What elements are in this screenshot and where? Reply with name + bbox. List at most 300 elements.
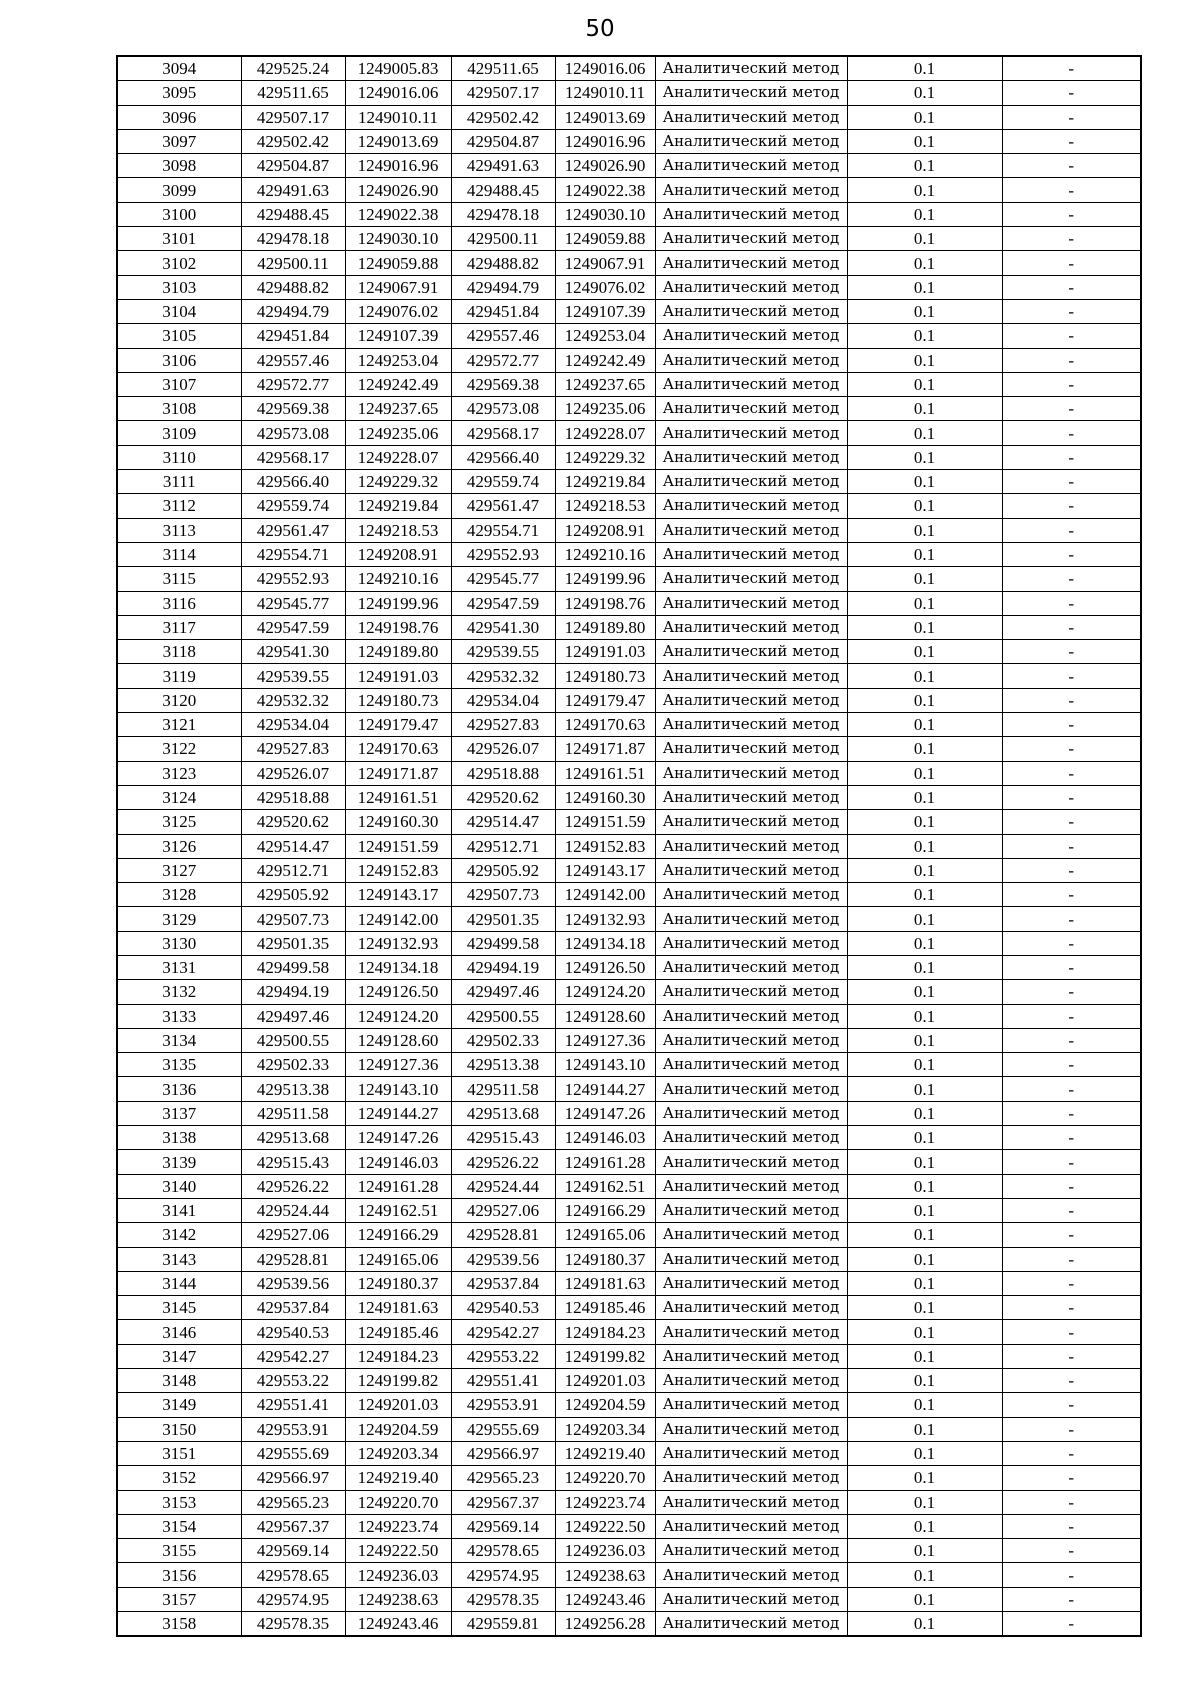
precision-cell: 0.1 <box>847 785 1002 809</box>
x-end-cell: 429578.35 <box>451 1587 555 1611</box>
table-row <box>117 1393 1141 1417</box>
y-end-cell: 1249013.69 <box>555 105 655 129</box>
precision-cell: 0.1 <box>847 931 1002 955</box>
y-start-cell: 1249210.16 <box>345 567 451 591</box>
precision-cell: 0.1 <box>847 1174 1002 1198</box>
method-cell: Аналитический метод <box>655 980 847 1004</box>
point-number-cell: 3098 <box>117 154 241 178</box>
x-end-cell: 429565.23 <box>451 1466 555 1490</box>
x-start-cell: 429573.08 <box>241 421 345 445</box>
method-cell: Аналитический метод <box>655 883 847 907</box>
note-cell: - <box>1002 834 1141 858</box>
point-number-cell: 3136 <box>117 1077 241 1101</box>
y-start-cell: 1249237.65 <box>345 397 451 421</box>
precision-cell: 0.1 <box>847 445 1002 469</box>
x-start-cell: 429527.83 <box>241 737 345 761</box>
y-end-cell: 1249165.06 <box>555 1223 655 1247</box>
point-number-cell: 3111 <box>117 470 241 494</box>
precision-cell: 0.1 <box>847 542 1002 566</box>
precision-cell: 0.1 <box>847 105 1002 129</box>
point-number-cell: 3114 <box>117 542 241 566</box>
coordinates-table <box>116 55 1142 1637</box>
method-cell: Аналитический метод <box>655 1587 847 1611</box>
y-start-cell: 1249228.07 <box>345 445 451 469</box>
x-end-cell: 429511.58 <box>451 1077 555 1101</box>
precision-cell: 0.1 <box>847 1417 1002 1441</box>
y-start-cell: 1249201.03 <box>345 1393 451 1417</box>
x-end-cell: 429505.92 <box>451 858 555 882</box>
y-start-cell: 1249161.28 <box>345 1174 451 1198</box>
table-row <box>117 494 1141 518</box>
note-cell: - <box>1002 1174 1141 1198</box>
y-end-cell: 1249067.91 <box>555 251 655 275</box>
precision-cell: 0.1 <box>847 1077 1002 1101</box>
table-row <box>117 688 1141 712</box>
precision-cell: 0.1 <box>847 178 1002 202</box>
precision-cell: 0.1 <box>847 1539 1002 1563</box>
point-number-cell: 3142 <box>117 1223 241 1247</box>
point-number-cell: 3132 <box>117 980 241 1004</box>
x-end-cell: 429500.55 <box>451 1004 555 1028</box>
precision-cell: 0.1 <box>847 275 1002 299</box>
point-number-cell: 3105 <box>117 324 241 348</box>
y-start-cell: 1249076.02 <box>345 299 451 323</box>
note-cell: - <box>1002 1369 1141 1393</box>
table-row <box>117 1320 1141 1344</box>
x-start-cell: 429545.77 <box>241 591 345 615</box>
y-end-cell: 1249143.17 <box>555 858 655 882</box>
x-start-cell: 429541.30 <box>241 640 345 664</box>
precision-cell: 0.1 <box>847 1101 1002 1125</box>
precision-cell: 0.1 <box>847 1126 1002 1150</box>
y-start-cell: 1249243.46 <box>345 1612 451 1637</box>
x-start-cell: 429513.68 <box>241 1126 345 1150</box>
note-cell: - <box>1002 1344 1141 1368</box>
x-end-cell: 429566.40 <box>451 445 555 469</box>
table-row <box>117 56 1141 81</box>
y-end-cell: 1249107.39 <box>555 299 655 323</box>
method-cell: Аналитический метод <box>655 324 847 348</box>
x-end-cell: 429539.55 <box>451 640 555 664</box>
x-start-cell: 429514.47 <box>241 834 345 858</box>
y-start-cell: 1249204.59 <box>345 1417 451 1441</box>
point-number-cell: 3097 <box>117 129 241 153</box>
x-start-cell: 429554.71 <box>241 542 345 566</box>
y-start-cell: 1249127.36 <box>345 1053 451 1077</box>
x-end-cell: 429527.06 <box>451 1198 555 1222</box>
note-cell: - <box>1002 275 1141 299</box>
y-start-cell: 1249180.73 <box>345 688 451 712</box>
y-end-cell: 1249161.51 <box>555 761 655 785</box>
note-cell: - <box>1002 1247 1141 1271</box>
x-start-cell: 429513.38 <box>241 1077 345 1101</box>
y-end-cell: 1249210.16 <box>555 542 655 566</box>
y-end-cell: 1249161.28 <box>555 1150 655 1174</box>
precision-cell: 0.1 <box>847 883 1002 907</box>
y-start-cell: 1249146.03 <box>345 1150 451 1174</box>
precision-cell: 0.1 <box>847 1369 1002 1393</box>
note-cell: - <box>1002 1393 1141 1417</box>
precision-cell: 0.1 <box>847 1198 1002 1222</box>
precision-cell: 0.1 <box>847 154 1002 178</box>
method-cell: Аналитический метод <box>655 1004 847 1028</box>
note-cell: - <box>1002 421 1141 445</box>
method-cell: Аналитический метод <box>655 591 847 615</box>
precision-cell: 0.1 <box>847 397 1002 421</box>
precision-cell: 0.1 <box>847 1563 1002 1587</box>
x-end-cell: 429504.87 <box>451 129 555 153</box>
y-end-cell: 1249171.87 <box>555 737 655 761</box>
note-cell: - <box>1002 664 1141 688</box>
y-start-cell: 1249010.11 <box>345 105 451 129</box>
x-start-cell: 429539.55 <box>241 664 345 688</box>
precision-cell: 0.1 <box>847 1441 1002 1465</box>
y-start-cell: 1249223.74 <box>345 1514 451 1538</box>
y-end-cell: 1249026.90 <box>555 154 655 178</box>
x-start-cell: 429497.46 <box>241 1004 345 1028</box>
x-start-cell: 429512.71 <box>241 858 345 882</box>
table-row <box>117 1539 1141 1563</box>
method-cell: Аналитический метод <box>655 518 847 542</box>
y-end-cell: 1249134.18 <box>555 931 655 955</box>
method-cell: Аналитический метод <box>655 1223 847 1247</box>
method-cell: Аналитический метод <box>655 1393 847 1417</box>
x-end-cell: 429491.63 <box>451 154 555 178</box>
table-row <box>117 445 1141 469</box>
point-number-cell: 3110 <box>117 445 241 469</box>
x-end-cell: 429526.07 <box>451 737 555 761</box>
y-end-cell: 1249030.10 <box>555 202 655 226</box>
x-end-cell: 429494.19 <box>451 955 555 979</box>
y-end-cell: 1249220.70 <box>555 1466 655 1490</box>
precision-cell: 0.1 <box>847 955 1002 979</box>
table-row <box>117 1126 1141 1150</box>
x-end-cell: 429518.88 <box>451 761 555 785</box>
x-start-cell: 429518.88 <box>241 785 345 809</box>
method-cell: Аналитический метод <box>655 1344 847 1368</box>
note-cell: - <box>1002 688 1141 712</box>
note-cell: - <box>1002 542 1141 566</box>
x-start-cell: 429553.91 <box>241 1417 345 1441</box>
x-end-cell: 429514.47 <box>451 810 555 834</box>
precision-cell: 0.1 <box>847 348 1002 372</box>
x-start-cell: 429500.11 <box>241 251 345 275</box>
precision-cell: 0.1 <box>847 421 1002 445</box>
x-end-cell: 429551.41 <box>451 1369 555 1393</box>
y-start-cell: 1249184.23 <box>345 1344 451 1368</box>
x-start-cell: 429507.73 <box>241 907 345 931</box>
y-start-cell: 1249219.84 <box>345 494 451 518</box>
table-row <box>117 713 1141 737</box>
y-end-cell: 1249199.82 <box>555 1344 655 1368</box>
x-end-cell: 429552.93 <box>451 542 555 566</box>
x-end-cell: 429572.77 <box>451 348 555 372</box>
precision-cell: 0.1 <box>847 1587 1002 1611</box>
note-cell: - <box>1002 858 1141 882</box>
point-number-cell: 3109 <box>117 421 241 445</box>
precision-cell: 0.1 <box>847 1004 1002 1028</box>
point-number-cell: 3112 <box>117 494 241 518</box>
x-start-cell: 429565.23 <box>241 1490 345 1514</box>
precision-cell: 0.1 <box>847 202 1002 226</box>
y-end-cell: 1249219.84 <box>555 470 655 494</box>
precision-cell: 0.1 <box>847 518 1002 542</box>
precision-cell: 0.1 <box>847 810 1002 834</box>
y-start-cell: 1249165.06 <box>345 1247 451 1271</box>
note-cell: - <box>1002 737 1141 761</box>
x-end-cell: 429545.77 <box>451 567 555 591</box>
point-number-cell: 3130 <box>117 931 241 955</box>
method-cell: Аналитический метод <box>655 1198 847 1222</box>
x-end-cell: 429513.38 <box>451 1053 555 1077</box>
table-row <box>117 372 1141 396</box>
precision-cell: 0.1 <box>847 129 1002 153</box>
x-end-cell: 429499.58 <box>451 931 555 955</box>
table-row <box>117 275 1141 299</box>
y-start-cell: 1249067.91 <box>345 275 451 299</box>
y-start-cell: 1249152.83 <box>345 858 451 882</box>
note-cell: - <box>1002 1296 1141 1320</box>
table-row <box>117 761 1141 785</box>
precision-cell: 0.1 <box>847 615 1002 639</box>
y-end-cell: 1249146.03 <box>555 1126 655 1150</box>
note-cell: - <box>1002 1028 1141 1052</box>
x-end-cell: 429557.46 <box>451 324 555 348</box>
y-end-cell: 1249235.06 <box>555 397 655 421</box>
y-start-cell: 1249124.20 <box>345 1004 451 1028</box>
y-start-cell: 1249242.49 <box>345 372 451 396</box>
x-start-cell: 429540.53 <box>241 1320 345 1344</box>
point-number-cell: 3131 <box>117 955 241 979</box>
method-cell: Аналитический метод <box>655 931 847 955</box>
x-start-cell: 429491.63 <box>241 178 345 202</box>
precision-cell: 0.1 <box>847 470 1002 494</box>
y-start-cell: 1249059.88 <box>345 251 451 275</box>
y-start-cell: 1249191.03 <box>345 664 451 688</box>
point-number-cell: 3103 <box>117 275 241 299</box>
table-row <box>117 737 1141 761</box>
table-row <box>117 227 1141 251</box>
table-row <box>117 129 1141 153</box>
y-end-cell: 1249127.36 <box>555 1028 655 1052</box>
x-start-cell: 429566.40 <box>241 470 345 494</box>
y-end-cell: 1249076.02 <box>555 275 655 299</box>
note-cell: - <box>1002 931 1141 955</box>
method-cell: Аналитический метод <box>655 470 847 494</box>
y-start-cell: 1249208.91 <box>345 542 451 566</box>
method-cell: Аналитический метод <box>655 688 847 712</box>
point-number-cell: 3150 <box>117 1417 241 1441</box>
point-number-cell: 3117 <box>117 615 241 639</box>
note-cell: - <box>1002 640 1141 664</box>
y-end-cell: 1249152.83 <box>555 834 655 858</box>
point-number-cell: 3137 <box>117 1101 241 1125</box>
y-end-cell: 1249185.46 <box>555 1296 655 1320</box>
x-end-cell: 429527.83 <box>451 713 555 737</box>
x-end-cell: 429478.18 <box>451 202 555 226</box>
precision-cell: 0.1 <box>847 1612 1002 1637</box>
y-start-cell: 1249219.40 <box>345 1466 451 1490</box>
point-number-cell: 3124 <box>117 785 241 809</box>
x-start-cell: 429539.56 <box>241 1271 345 1295</box>
table-row <box>117 105 1141 129</box>
x-end-cell: 429569.14 <box>451 1514 555 1538</box>
point-number-cell: 3094 <box>117 56 241 81</box>
note-cell: - <box>1002 591 1141 615</box>
table-row <box>117 348 1141 372</box>
x-start-cell: 429569.14 <box>241 1539 345 1563</box>
y-start-cell: 1249161.51 <box>345 785 451 809</box>
note-cell: - <box>1002 251 1141 275</box>
precision-cell: 0.1 <box>847 591 1002 615</box>
point-number-cell: 3118 <box>117 640 241 664</box>
x-end-cell: 429578.65 <box>451 1539 555 1563</box>
method-cell: Аналитический метод <box>655 1271 847 1295</box>
y-start-cell: 1249143.10 <box>345 1077 451 1101</box>
table-row <box>117 810 1141 834</box>
y-start-cell: 1249253.04 <box>345 348 451 372</box>
x-end-cell: 429574.95 <box>451 1563 555 1587</box>
x-start-cell: 429559.74 <box>241 494 345 518</box>
y-end-cell: 1249151.59 <box>555 810 655 834</box>
x-end-cell: 429528.81 <box>451 1223 555 1247</box>
page-number: 50 <box>585 16 615 42</box>
table-row <box>117 324 1141 348</box>
table-row <box>117 1150 1141 1174</box>
method-cell: Аналитический метод <box>655 1417 847 1441</box>
y-start-cell: 1249181.63 <box>345 1296 451 1320</box>
note-cell: - <box>1002 1101 1141 1125</box>
y-end-cell: 1249132.93 <box>555 907 655 931</box>
table-row <box>117 591 1141 615</box>
x-end-cell: 429559.81 <box>451 1612 555 1637</box>
x-end-cell: 429497.46 <box>451 980 555 1004</box>
y-end-cell: 1249016.06 <box>555 56 655 81</box>
table-row <box>117 1417 1141 1441</box>
x-end-cell: 429494.79 <box>451 275 555 299</box>
y-start-cell: 1249128.60 <box>345 1028 451 1052</box>
x-end-cell: 429451.84 <box>451 299 555 323</box>
note-cell: - <box>1002 1150 1141 1174</box>
method-cell: Аналитический метод <box>655 56 847 81</box>
x-start-cell: 429494.19 <box>241 980 345 1004</box>
table-row <box>117 251 1141 275</box>
point-number-cell: 3121 <box>117 713 241 737</box>
x-start-cell: 429525.24 <box>241 56 345 81</box>
x-start-cell: 429569.38 <box>241 397 345 421</box>
y-start-cell: 1249016.96 <box>345 154 451 178</box>
x-start-cell: 429574.95 <box>241 1587 345 1611</box>
table-row <box>117 834 1141 858</box>
x-start-cell: 429502.42 <box>241 129 345 153</box>
point-number-cell: 3096 <box>117 105 241 129</box>
x-start-cell: 429478.18 <box>241 227 345 251</box>
table-row <box>117 299 1141 323</box>
note-cell: - <box>1002 955 1141 979</box>
point-number-cell: 3145 <box>117 1296 241 1320</box>
precision-cell: 0.1 <box>847 858 1002 882</box>
method-cell: Аналитический метод <box>655 1126 847 1150</box>
x-start-cell: 429547.59 <box>241 615 345 639</box>
table-row <box>117 955 1141 979</box>
note-cell: - <box>1002 615 1141 639</box>
x-end-cell: 429539.56 <box>451 1247 555 1271</box>
y-end-cell: 1249143.10 <box>555 1053 655 1077</box>
note-cell: - <box>1002 1077 1141 1101</box>
x-start-cell: 429555.69 <box>241 1441 345 1465</box>
x-end-cell: 429500.11 <box>451 227 555 251</box>
method-cell: Аналитический метод <box>655 810 847 834</box>
y-start-cell: 1249235.06 <box>345 421 451 445</box>
y-start-cell: 1249185.46 <box>345 1320 451 1344</box>
note-cell: - <box>1002 81 1141 105</box>
y-start-cell: 1249030.10 <box>345 227 451 251</box>
x-start-cell: 429527.06 <box>241 1223 345 1247</box>
y-start-cell: 1249162.51 <box>345 1198 451 1222</box>
y-start-cell: 1249132.93 <box>345 931 451 955</box>
table-row <box>117 1466 1141 1490</box>
point-number-cell: 3128 <box>117 883 241 907</box>
x-start-cell: 429552.93 <box>241 567 345 591</box>
x-start-cell: 429528.81 <box>241 1247 345 1271</box>
table-row <box>117 470 1141 494</box>
x-end-cell: 429568.17 <box>451 421 555 445</box>
point-number-cell: 3135 <box>117 1053 241 1077</box>
method-cell: Аналитический метод <box>655 1369 847 1393</box>
method-cell: Аналитический метод <box>655 713 847 737</box>
y-start-cell: 1249198.76 <box>345 615 451 639</box>
method-cell: Аналитический метод <box>655 105 847 129</box>
note-cell: - <box>1002 1466 1141 1490</box>
x-end-cell: 429515.43 <box>451 1126 555 1150</box>
x-end-cell: 429513.68 <box>451 1101 555 1125</box>
precision-cell: 0.1 <box>847 1150 1002 1174</box>
point-number-cell: 3122 <box>117 737 241 761</box>
y-end-cell: 1249180.37 <box>555 1247 655 1271</box>
precision-cell: 0.1 <box>847 1344 1002 1368</box>
precision-cell: 0.1 <box>847 907 1002 931</box>
x-end-cell: 429488.45 <box>451 178 555 202</box>
precision-cell: 0.1 <box>847 1247 1002 1271</box>
precision-cell: 0.1 <box>847 372 1002 396</box>
y-end-cell: 1249219.40 <box>555 1441 655 1465</box>
point-number-cell: 3108 <box>117 397 241 421</box>
x-end-cell: 429532.32 <box>451 664 555 688</box>
method-cell: Аналитический метод <box>655 129 847 153</box>
y-end-cell: 1249198.76 <box>555 591 655 615</box>
precision-cell: 0.1 <box>847 299 1002 323</box>
y-start-cell: 1249229.32 <box>345 470 451 494</box>
x-end-cell: 429554.71 <box>451 518 555 542</box>
table-row <box>117 81 1141 105</box>
note-cell: - <box>1002 1563 1141 1587</box>
precision-cell: 0.1 <box>847 834 1002 858</box>
method-cell: Аналитический метод <box>655 1247 847 1271</box>
x-end-cell: 429540.53 <box>451 1296 555 1320</box>
y-end-cell: 1249222.50 <box>555 1514 655 1538</box>
point-number-cell: 3126 <box>117 834 241 858</box>
x-start-cell: 429567.37 <box>241 1514 345 1538</box>
y-start-cell: 1249170.63 <box>345 737 451 761</box>
method-cell: Аналитический метод <box>655 494 847 518</box>
method-cell: Аналитический метод <box>655 1514 847 1538</box>
method-cell: Аналитический метод <box>655 1539 847 1563</box>
y-start-cell: 1249005.83 <box>345 56 451 81</box>
note-cell: - <box>1002 470 1141 494</box>
point-number-cell: 3144 <box>117 1271 241 1295</box>
y-end-cell: 1249166.29 <box>555 1198 655 1222</box>
x-end-cell: 429534.04 <box>451 688 555 712</box>
